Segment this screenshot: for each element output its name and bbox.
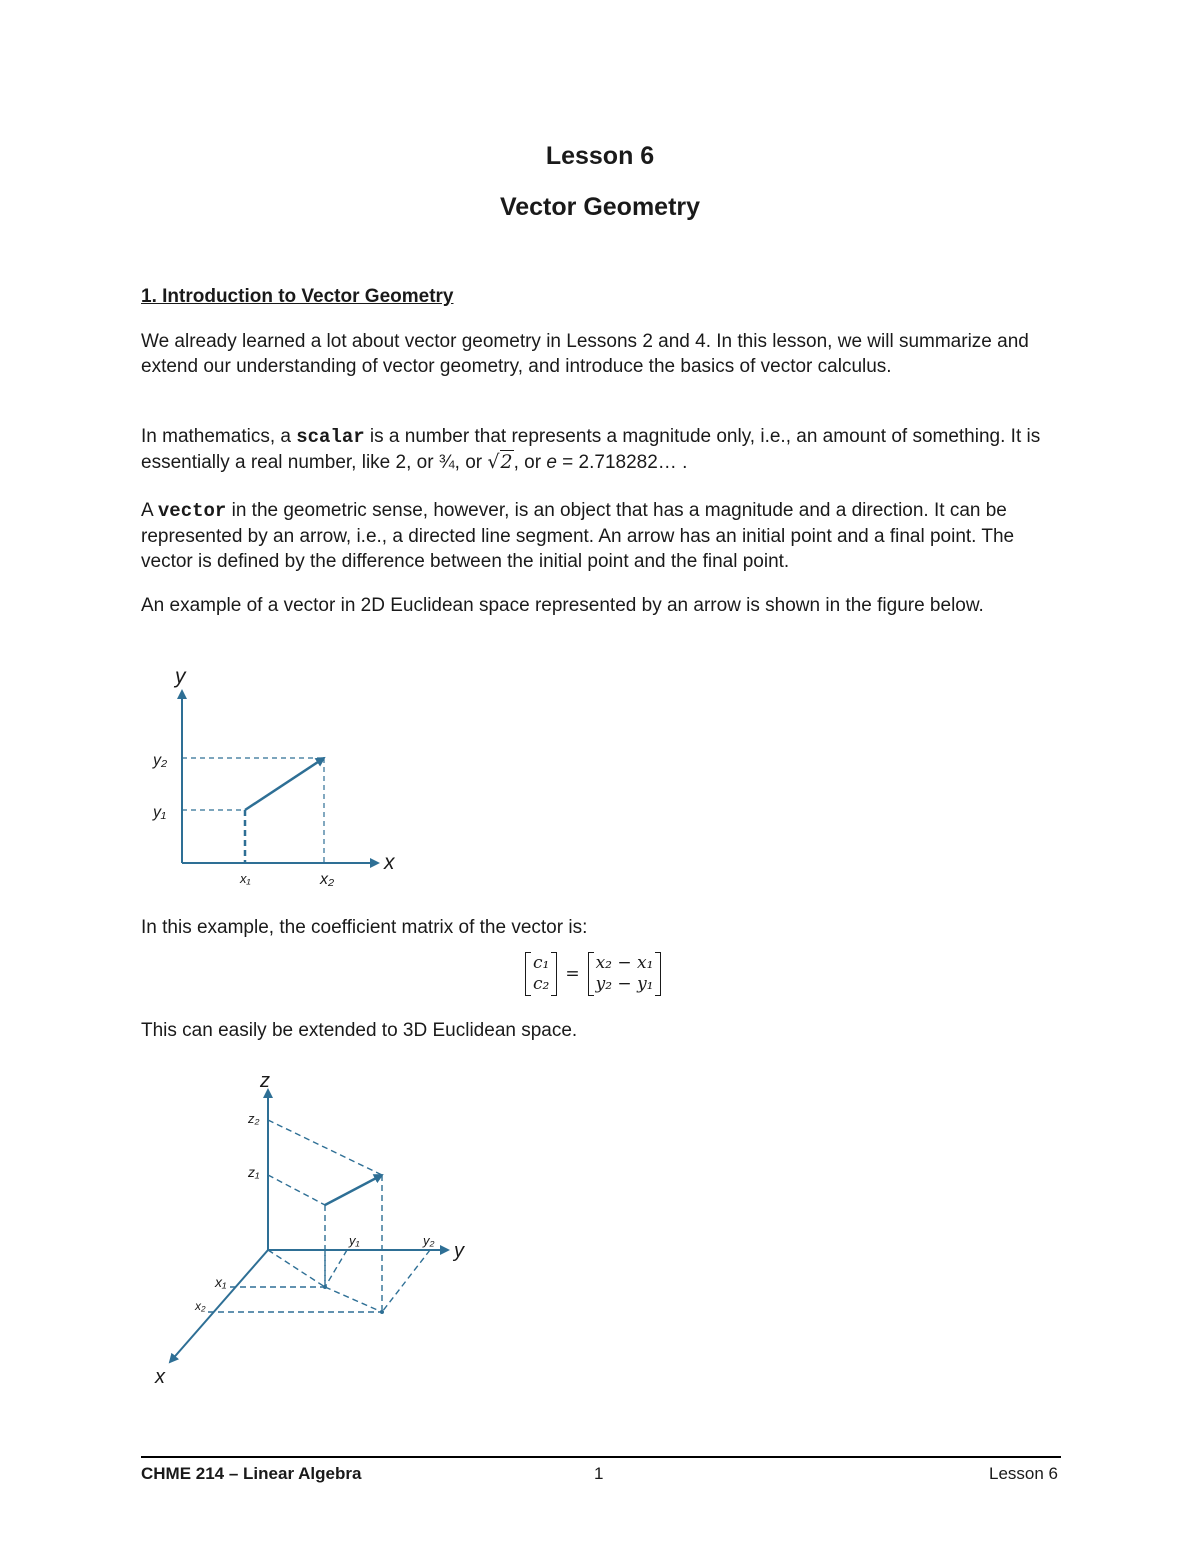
term-vector: vector — [157, 500, 227, 522]
x-axis-label: x — [384, 851, 395, 874]
y-axis-label: y — [175, 665, 186, 688]
paragraph-3d: This can easily be extended to 3D Euclidean space. — [141, 1020, 578, 1041]
paragraph-vector: A vector in the geometric sense, however, is an object that has a magnitude and a direction. It can be represented by an arrow, i.e., a directed line segment. An arrow has an initial point and a final point. The vector is defined by the difference between the initial point and the final point. — [141, 500, 1015, 572]
paragraph-intro: We already learned a lot about vector geometry in Lessons 2 and 4. In this lesson, we will summarize and extend our understanding of vector geometry, and introduce the basics of vector calculus. — [141, 331, 1029, 377]
lesson-number: Lesson 6 — [545, 142, 655, 170]
vector-2d-figure — [140, 655, 410, 890]
paragraph-scalar: In mathematics, a scalar is a number that represents a magnitude only, i.e., an amount of something. It is essentially a real number, like 2, or ¾, or √2, or e = 2.718282… . — [141, 426, 1041, 473]
footer-lesson: Lesson 6 — [989, 1464, 1058, 1483]
z2-label: z₂ — [248, 1111, 260, 1126]
lhs-matrix: c₁ c₂ — [525, 952, 557, 996]
term-scalar: scalar — [296, 426, 365, 448]
y-axis-label: y — [454, 1240, 464, 1262]
z1-label: z₁ — [248, 1164, 260, 1180]
footer-page-number: 1 — [594, 1464, 604, 1483]
coefficient-equation: c₁ c₂ = x₂ − x₁ y₂ − y₁ — [525, 952, 661, 996]
paragraph-example: An example of a vector in 2D Euclidean space represented by an arrow is shown in the figure below. — [141, 595, 984, 616]
y1-label: y₁ — [349, 1233, 360, 1248]
vector-arrow — [245, 758, 324, 810]
page-title: Vector Geometry — [499, 193, 701, 221]
footer-course: CHME 214 – Linear Algebra — [141, 1464, 362, 1483]
footer-rule — [141, 1456, 1061, 1458]
vector-arrow-3d — [325, 1175, 382, 1205]
vector-3d-figure — [150, 1065, 490, 1395]
y2-label: y₂ — [423, 1233, 435, 1248]
rhs-matrix: x₂ − x₁ y₂ − y₁ — [588, 952, 662, 996]
x2-label: x₂ — [320, 871, 335, 888]
section-heading: 1. Introduction to Vector Geometry — [141, 286, 454, 307]
x1-label: x₁ — [215, 1274, 227, 1290]
x2-label: x₂ — [195, 1299, 206, 1313]
x-axis — [170, 1250, 268, 1362]
x1-label: x₁ — [240, 871, 251, 886]
x-axis-label: x — [155, 1366, 165, 1388]
paragraph-coefficient: In this example, the coefficient matrix of the vector is: — [141, 917, 588, 938]
y1-label: y₁ — [153, 804, 167, 821]
z-axis-label: z — [260, 1070, 270, 1092]
y2-label: y₂ — [153, 752, 168, 769]
sqrt-two: √2 — [487, 451, 513, 473]
